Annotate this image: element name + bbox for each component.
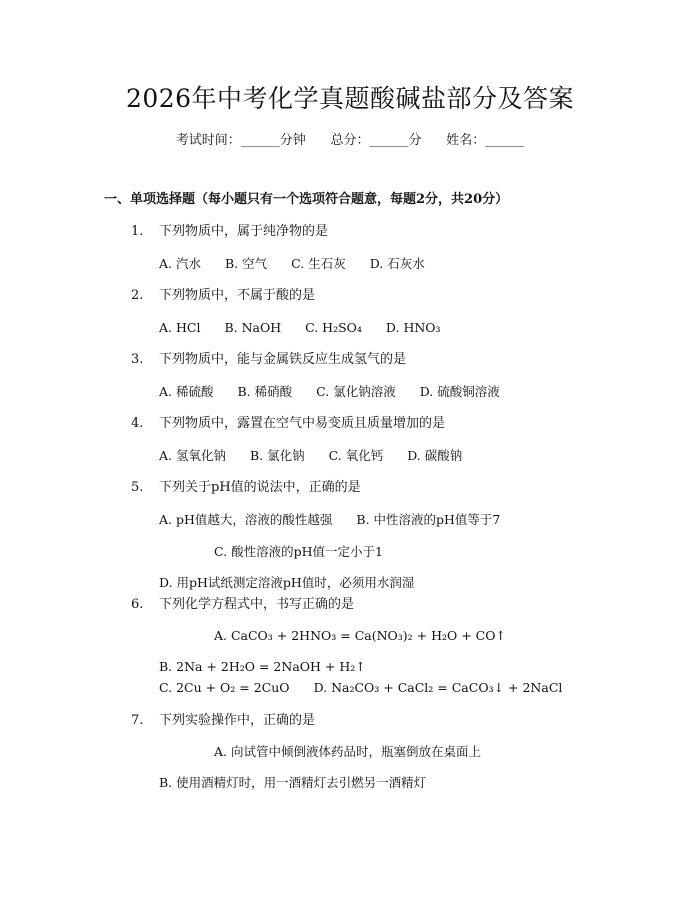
option: B. 使用酒精灯时，用一酒精灯去引燃另一酒精灯 (159, 775, 427, 790)
option: C. 氧化钙 (328, 448, 384, 463)
option: B. 中性溶液的pH值等于7 (356, 512, 501, 527)
question-number: 4. (131, 416, 144, 431)
option: C. 2Cu + O₂ = 2CuO (159, 680, 290, 695)
option: D. 用pH试纸测定溶液pH值时，必须用水润湿 (159, 575, 415, 590)
option: B. 稀硝酸 (237, 384, 293, 399)
option-row (159, 678, 586, 698)
option: A. HCl (159, 320, 201, 335)
option-row-wrapped (104, 536, 600, 598)
question-number: 5. (131, 480, 144, 495)
option: A. pH值越大，溶液的酸性越强 (159, 512, 333, 527)
section-heading: 一、单项选择题（每小题只有一个选项符合题意，每题2分，共20分） (104, 192, 509, 207)
option-row (159, 382, 524, 402)
option: A. 稀硫酸 (159, 384, 214, 399)
option: A. 氢氧化钠 (159, 448, 226, 463)
option: D. 硫酸铜溶液 (419, 384, 500, 399)
option: D. 碳酸钠 (407, 448, 463, 463)
option: C. 氯化钠溶液 (316, 384, 396, 399)
option: C. 生石灰 (291, 256, 346, 271)
question-text: 下列化学方程式中，书写正确的是 (159, 597, 355, 612)
question-stem (131, 350, 406, 370)
question-stem (131, 222, 328, 242)
question-text: 下列物质中，能与金属铁反应生成氢气的是 (159, 352, 407, 367)
option: D. 石灰水 (369, 256, 425, 271)
question-number: 7. (131, 713, 144, 728)
question-number: 6. (131, 597, 144, 612)
option-row (159, 446, 486, 466)
option: B. 2Na + 2H₂O = 2NaOH + H₂↑ (159, 659, 366, 674)
question-number: 1. (131, 224, 144, 239)
option: B. NaOH (224, 320, 282, 335)
option: D. Na₂CO₃ + CaCl₂ = CaCO₃↓ + 2NaCl (313, 680, 563, 695)
question-text: 下列实验操作中，正确的是 (159, 713, 316, 728)
question-text: 下列物质中，露置在空气中易变质且质量增加的是 (159, 416, 446, 431)
exam-meta-line: 考试时间：______分钟 总分：______分 姓名：______ (175, 133, 525, 148)
option-row (159, 254, 449, 274)
option: B. 氯化钠 (249, 448, 305, 463)
question-stem (131, 711, 315, 731)
option: C. 酸性溶液的pH值一定小于1 (214, 544, 383, 559)
option: C. H₂SO₄ (305, 320, 362, 335)
question-stem (131, 414, 445, 434)
question-stem (131, 286, 315, 306)
question-text: 下列关于pH值的说法中，正确的是 (159, 480, 361, 495)
option: D. HNO₃ (385, 320, 441, 335)
option-row (159, 318, 465, 338)
question-number: 2. (131, 288, 144, 303)
question-stem (131, 478, 361, 498)
option-row-wrapped (104, 736, 600, 798)
question-text: 下列物质中，属于纯净物的是 (159, 224, 329, 239)
document-title: 2026年中考化学真题酸碱盐部分及答案 (125, 84, 575, 113)
question-stem (131, 595, 354, 615)
question-text: 下列物质中，不属于酸的是 (159, 288, 316, 303)
option: A. 汽水 (159, 256, 201, 271)
option-row (159, 510, 524, 530)
option-row-wrapped (104, 620, 600, 682)
option: A. 向试管中倾倒液体药品时，瓶塞倒放在桌面上 (214, 744, 481, 759)
question-number: 3. (131, 352, 144, 367)
option: A. CaCO₃ + 2HNO₃ = Ca(NO₃)₂ + H₂O + CO↑ (214, 628, 506, 643)
option: B. 空气 (224, 256, 268, 271)
